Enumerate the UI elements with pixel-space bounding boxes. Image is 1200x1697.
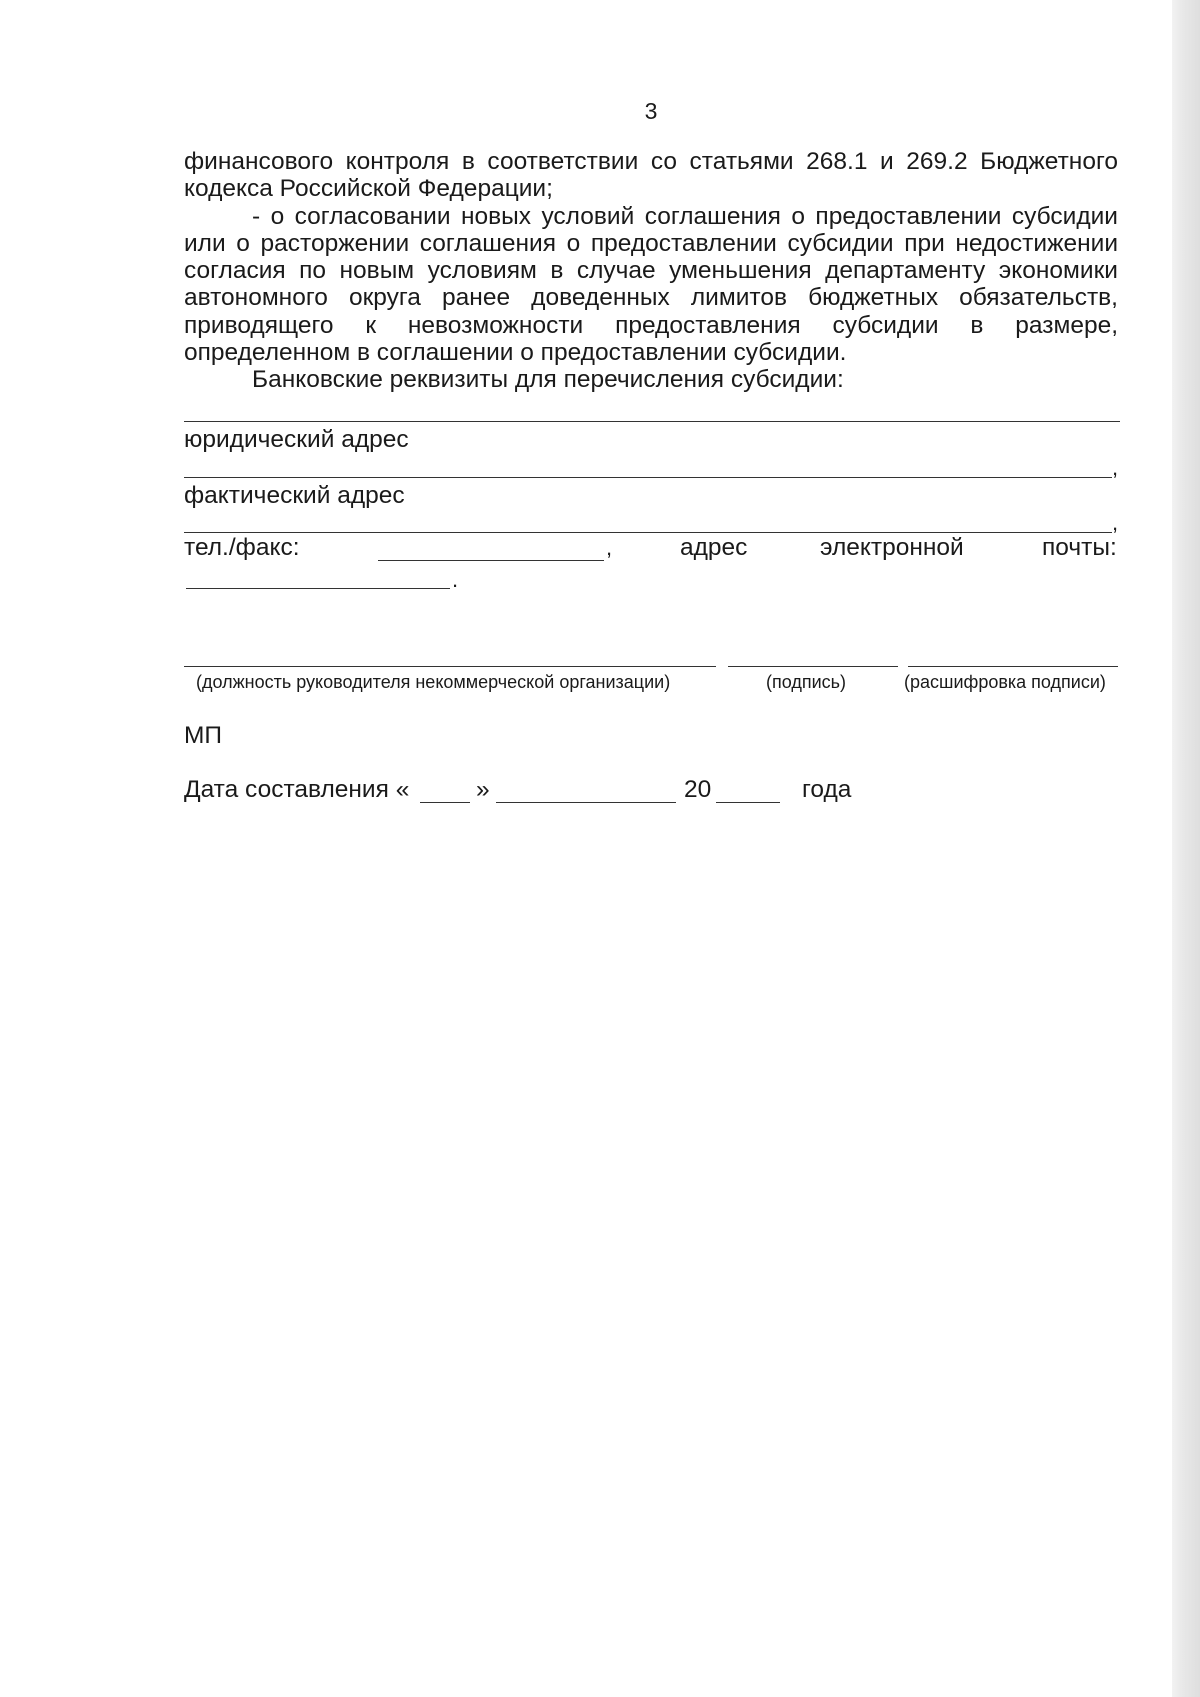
signature-caption: (подпись) xyxy=(766,672,847,692)
date-label: Дата составления « xyxy=(184,776,410,803)
email-word-electronic: электронной xyxy=(820,534,964,561)
position-caption: (должность руководителя некоммерческой организации) xyxy=(196,672,671,692)
body-line: или о расторжении соглашения о предоставлении субсидии при недостижении xyxy=(184,229,1118,257)
body-line: согласия по новым условиям в случае уменьшения департаменту экономики xyxy=(184,257,1118,285)
body-line: определенном в соглашении о предоставлении субсидии. xyxy=(184,339,847,367)
position-signature-line xyxy=(184,666,716,667)
date-day-blank xyxy=(420,776,470,803)
body-line: автономного округа ранее доведенных лимитов бюджетных обязательств, xyxy=(184,284,1118,312)
date-row xyxy=(184,776,884,806)
email-word-address: адрес xyxy=(680,534,748,561)
scan-page-edge xyxy=(1172,0,1200,1697)
tel-fax-blank xyxy=(378,534,604,561)
email-period: . xyxy=(452,567,459,592)
date-year-blank xyxy=(716,776,780,803)
body-text xyxy=(184,148,1118,394)
tel-fax-label: тел./факс: xyxy=(184,534,300,561)
date-month-blank xyxy=(496,776,676,803)
legal-address-comma: , xyxy=(1112,455,1119,480)
body-line: приводящего к невозможности предоставления субсидии в размере, xyxy=(184,311,1118,339)
date-year-prefix: 20 xyxy=(684,776,712,803)
signature-line xyxy=(728,666,898,667)
bank-details-blank-line xyxy=(184,421,1120,422)
page-number: 3 xyxy=(644,98,658,124)
date-close-quote: » xyxy=(476,776,490,803)
actual-address-comma: , xyxy=(1112,510,1119,535)
body-line: - о согласовании новых условий соглашения о предоставлении субсидии xyxy=(252,202,1118,230)
body-line: кодекса Российской Федерации; xyxy=(184,175,553,203)
legal-address-label: юридический адрес xyxy=(184,426,409,453)
date-year-suffix: года xyxy=(802,776,852,803)
actual-address-blank-line xyxy=(184,532,1112,533)
signature-decoding-line xyxy=(908,666,1118,667)
email-word-mail: почты: xyxy=(1042,534,1117,561)
actual-address-label: фактический адрес xyxy=(184,482,405,509)
body-line: финансового контроля в соответствии со статьями 268.1 и 269.2 Бюджетного xyxy=(184,148,1118,175)
signature-decoding-caption: (расшифровка подписи) xyxy=(904,672,1106,692)
legal-address-blank-line xyxy=(184,477,1112,478)
stamp-label: МП xyxy=(184,722,223,749)
tel-fax-comma: , xyxy=(606,535,613,560)
body-line: Банковские реквизиты для перечисления субсидии: xyxy=(252,366,844,394)
contact-row xyxy=(184,534,1118,564)
email-blank xyxy=(186,566,450,589)
